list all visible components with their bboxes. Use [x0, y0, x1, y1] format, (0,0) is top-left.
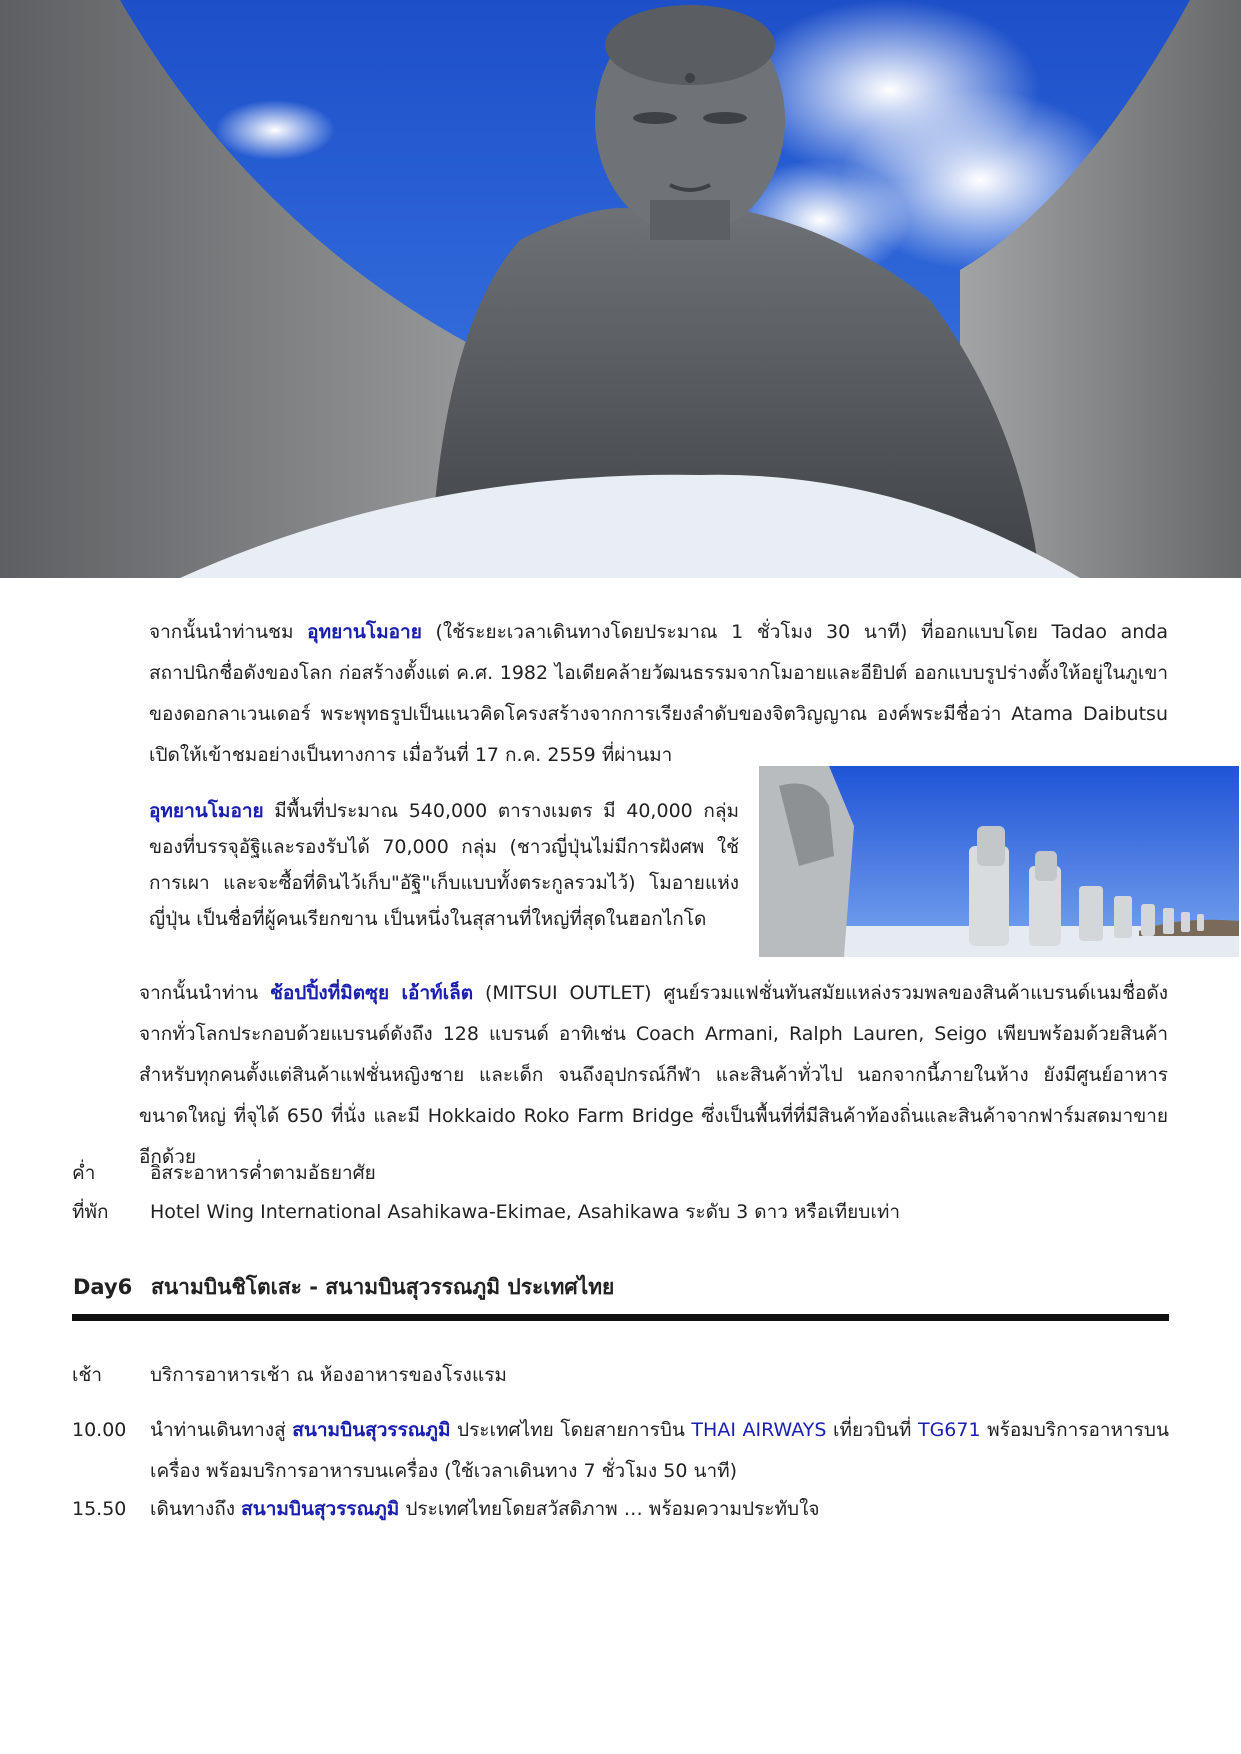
flight-number-highlight: TG671: [917, 1419, 981, 1441]
text: พร้อมบริการอาหารบนเครื่อง พร้อมบริการอาหารบนเครื่อง (ใช้เวลาเดินทาง 7 ชั่วโมง 50 นาที): [150, 1419, 1169, 1482]
moai-park-details: [149, 793, 739, 937]
dinner-text: อิสระอาหารค่ำตามอัธยาศัย: [150, 1162, 376, 1184]
text: จากนั้นนำท่านชม: [149, 621, 308, 643]
dinner-label: ค่ำ: [72, 1162, 96, 1184]
airport-highlight: สนามบินสุวรรณภูมิ: [241, 1498, 400, 1520]
hotel-label: ที่พัก: [72, 1201, 109, 1223]
text: เที่ยวบินที่: [826, 1419, 918, 1441]
day-title: สนามบินชิโตเสะ - สนามบินสุวรรณภูมิ ประเทศไทย: [151, 1275, 615, 1299]
time-label: 15.50: [72, 1498, 127, 1520]
mitsui-outlet-paragraph: [139, 973, 1168, 1178]
text: จากนั้นนำท่าน: [139, 982, 270, 1004]
airport-highlight: สนามบินสุวรรณภูมิ: [292, 1419, 451, 1441]
text: ประเทศไทยโดยสวัสดิภาพ … พร้อมความประทับใจ: [399, 1498, 820, 1520]
itinerary-row-1550: [72, 1490, 820, 1528]
text: ประเทศไทย โดยสายการบิน: [450, 1419, 692, 1441]
section-divider: [72, 1314, 1169, 1321]
text: เดินทางถึง: [150, 1498, 242, 1520]
buddha-statue-image: [0, 0, 1241, 578]
moai-park-intro: [149, 612, 1168, 776]
text: มีพื้นที่ประมาณ 540,000 ตารางเมตร มี 40,000 กลุ่มของที่บรรจุอัฐิและรองรับได้ 70,000 กลุ่ม (ชาวญี่ปุ่นไม่มีการฝังศพ ใช้การเผา และจะซื้อที่ดินไว้เก็บ"อัฐิ"เก็บแบบทั้งตระกูลรวมไว้) โมอายแห่งญี่ปุ่น เป็นชื่อที่ผู้คนเรียกขาน เป็นหนึ่งในสุสานที่ใหญ่ที่สุดในฮอกไกโด: [149, 800, 739, 930]
breakfast-label: เช้า: [72, 1364, 103, 1386]
dinner-row: [72, 1154, 376, 1192]
moai-park-highlight: อุทยานโมอาย: [307, 621, 422, 643]
text: นำท่านเดินทางสู่: [150, 1419, 293, 1441]
day6-heading: [73, 1271, 614, 1304]
breakfast-text: บริการอาหารเช้า ณ ห้องอาหารของโรงแรม: [150, 1364, 507, 1386]
breakfast-row: [72, 1356, 507, 1394]
text: (ใช้ระยะเวลาเดินทางโดยประมาณ 1 ชั่วโมง 30 นาที) ที่ออกแบบโดย Tadao anda สถาปนิกชื่อดังของโลก ก่อสร้างตั้งแต่ ค.ศ. 1982 ไอเดียคล้ายวัฒนธรรมจากโมอายและอียิปต์ ออกแบบรูปร่างตั้งให้อยู่ในภูเขาของดอกลาเวนเดอร์ พระพุทธรูปเป็นแนวคิดโครงสร้างจากการเรียงลำดับของจิตวิญญาณ องค์พระมีชื่อว่า Atama Daibutsu เปิดให้เข้าชมอย่างเป็นทางการ เมื่อวันที่ 17 ก.ค. 2559 ที่ผ่านมา: [149, 621, 1168, 766]
hotel-text: Hotel Wing International Asahikawa-Ekimae, Asahikawa ระดับ 3 ดาว หรือเทียบเท่า: [150, 1201, 901, 1223]
text: (MITSUI OUTLET) ศูนย์รวมแฟชั่นทันสมัยแหล่งรวมพลของสินค้าแบรนด์เนมชื่อดังจากทั่วโลกประกอบด้วยแบรนด์ดังถึง 128 แบรนด์ อาทิเช่น Coach Armani, Ralph Lauren, Seigo เพียบพร้อมด้วยสินค้าสำหรับทุกคนตั้งแต่สินค้าแฟชั่นหญิงชาย และเด็ก จนถึงอุปกรณ์กีฬา และสินค้าทั่วไป นอกจากนี้ภายในห้าง ยังมีศูนย์อาหารขนาดใหญ่ ที่จุได้ 650 ที่นั่ง และมี Hokkaido Roko Farm Bridge ซึ่งเป็นพื้นที่ที่มีสินค้าท้องถิ่นและสินค้าจากฟาร์มสดมาขายอีกด้วย: [139, 982, 1168, 1168]
moai-park-highlight: อุทยานโมอาย: [149, 800, 264, 822]
day-number: Day6: [73, 1275, 133, 1299]
time-label: 10.00: [72, 1419, 127, 1441]
itinerary-text: [150, 1410, 1169, 1492]
itinerary-row-1000: [72, 1410, 1169, 1492]
mitsui-outlet-highlight: ช้อปปิ้งที่มิตซุย เอ้าท์เล็ต: [270, 982, 474, 1004]
moai-statues-image: [759, 766, 1239, 957]
airline-highlight: THAI AIRWAYS: [691, 1419, 827, 1441]
hotel-row: [72, 1193, 900, 1231]
